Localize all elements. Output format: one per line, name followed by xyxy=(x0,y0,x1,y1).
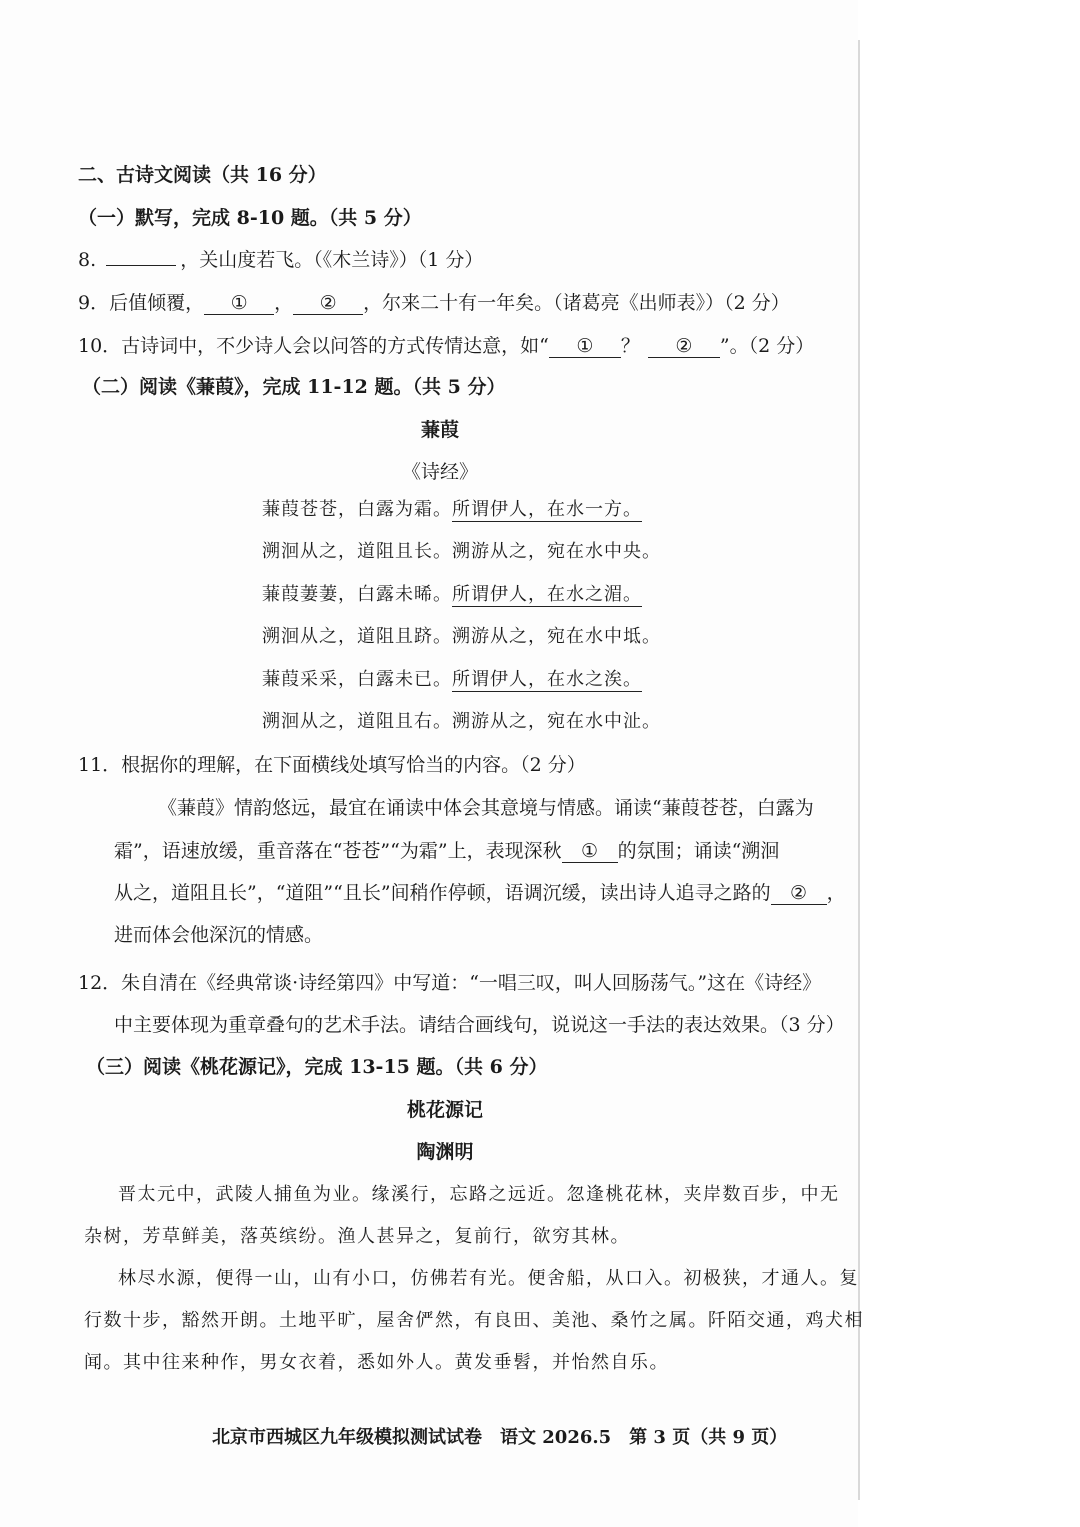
question-12-line: 12．朱自清在《经典常谈·诗经第四》中写道：“一唱三叹，叫人回肠荡气。”这在《诗经》 xyxy=(78,972,822,994)
answer-blank-2: ② xyxy=(648,335,720,358)
question-text: 霜”，语速放缓，重音落在“苍苍”“为霜”上，表现深秋 xyxy=(114,840,562,862)
question-11-stem: 11．根据你的理解，在下面横线处填写恰当的内容。（2 分） xyxy=(78,754,586,776)
question-11-line xyxy=(114,838,779,864)
question-text: ，关山度若飞。（《木兰诗》）（1 分） xyxy=(180,249,484,271)
poem-line-text: 蒹葭苍苍，白露为霜。 xyxy=(262,499,452,520)
poem-line xyxy=(262,624,661,650)
poem-source: 《诗经》 xyxy=(401,461,478,483)
section-title: 二、古诗文阅读（共 16 分） xyxy=(78,164,327,186)
underlined-line: 所谓伊人，在水之湄。 xyxy=(452,584,642,605)
answer-blank-1: ① xyxy=(204,292,274,315)
part-two-heading: （二）阅读《蒹葭》，完成 11-12 题。（共 5 分） xyxy=(82,376,506,398)
poem-title: 蒹葭 xyxy=(420,419,459,441)
poem-line xyxy=(262,582,642,608)
poem-line-text: 溯洄从之，道阻且跻。溯游从之，宛在水中坻。 xyxy=(262,626,661,647)
prose-author: 陶渊明 xyxy=(416,1141,474,1163)
question-11-line xyxy=(114,880,846,906)
question-11-line: 《蒹葭》情韵悠远，最宜在诵读中体会其意境与情感。诵读“蒹葭苍苍，白露为 xyxy=(158,797,814,819)
comma: ， xyxy=(274,292,294,314)
question-text: ， xyxy=(826,882,846,904)
underlined-line: 所谓伊人，在水一方。 xyxy=(452,499,642,520)
poem-line xyxy=(262,667,642,693)
part-three-heading: （三）阅读《桃花源记》，完成 13-15 题。（共 6 分） xyxy=(86,1056,548,1078)
poem-line xyxy=(262,539,661,565)
answer-blank-1: ① xyxy=(562,840,618,863)
question-text-post: ，尔来二十有一年矣。（诸葛亮《出师表》）（2 分） xyxy=(363,292,790,314)
question-text: 从之，道阻且长”，“道阻”“且长”间稍作停顿，语调沉缓，读出诗人追寻之路的 xyxy=(114,882,771,904)
prose-line: 杂树，芳草鲜美，落英缤纷。渔人甚异之，复前行，欲穷其林。 xyxy=(84,1226,630,1247)
part-one-heading: （一）默写，完成 8-10 题。（共 5 分） xyxy=(78,207,422,229)
prose-line: 林尽水源，便得一山，山有小口，仿佛若有光。便舍船，从口入。初极狭，才通人。复 xyxy=(118,1268,859,1289)
answer-blank-1: ① xyxy=(549,335,621,358)
question-9 xyxy=(78,290,790,316)
poem-line-text: 溯洄从之，道阻且右。溯游从之，宛在水中沚。 xyxy=(262,711,661,732)
answer-blank-2: ② xyxy=(293,292,363,315)
underlined-line: 所谓伊人，在水之涘。 xyxy=(452,669,642,690)
question-text: 的氛围；诵读“溯洄 xyxy=(617,840,780,862)
prose-line: 闻。其中往来种作，男女衣着，悉如外人。黄发垂髫，并怡然自乐。 xyxy=(84,1352,669,1373)
prose-line: 晋太元中，武陵人捕鱼为业。缘溪行，忘路之远近。忽逢桃花林，夹岸数百步，中无 xyxy=(118,1184,840,1205)
poem-line-text: 溯洄从之，道阻且长。溯游从之，宛在水中央。 xyxy=(262,541,661,562)
question-number: 8. xyxy=(78,249,97,271)
question-10 xyxy=(78,333,814,359)
question-12-line: 中主要体现为重章叠句的艺术手法。请结合画线句，说说这一手法的表达效果。（3 分） xyxy=(114,1014,845,1036)
prose-title: 桃花源记 xyxy=(406,1099,483,1121)
page-footer: 北京市西城区九年级模拟测试试卷 语文 2026.5 第 3 页（共 9 页） xyxy=(212,1427,788,1448)
question-text: 10．古诗词中，不少诗人会以问答的方式传情达意，如“ xyxy=(78,335,549,357)
prose-line: 行数十步，豁然开朗。土地平旷，屋舍俨然，有良田、美池、桑竹之属。阡陌交通，鸡犬相 xyxy=(84,1310,864,1331)
question-mark: ？ xyxy=(620,335,640,357)
poem-line-text: 蒹葭采采，白露未已。 xyxy=(262,669,452,690)
question-11-line: 进而体会他深沉的情感。 xyxy=(114,924,324,946)
question-8 xyxy=(78,247,483,273)
question-text-post: ”。（2 分） xyxy=(719,335,815,357)
poem-line-text: 蒹葭萋萋，白露未晞。 xyxy=(262,584,452,605)
question-text: 9．后值倾覆， xyxy=(78,292,205,314)
poem-line xyxy=(262,709,661,735)
answer-blank-2: ② xyxy=(771,882,827,905)
poem-line xyxy=(262,497,642,523)
answer-blank xyxy=(106,265,176,266)
